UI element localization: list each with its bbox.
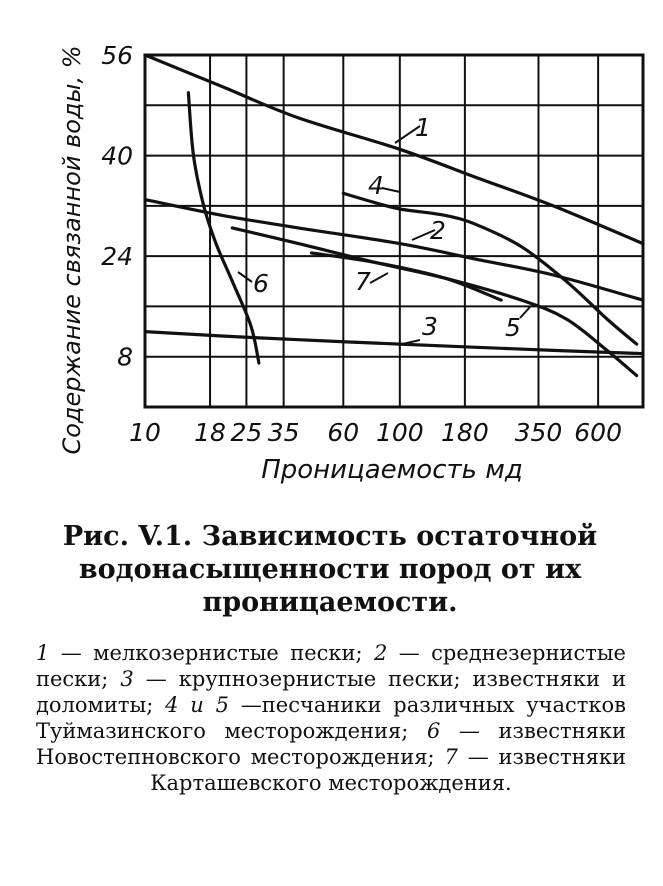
figure-legend <box>36 640 626 796</box>
series-annotation-7: 7 <box>355 267 371 296</box>
x-tick-label: 35 <box>267 418 300 447</box>
grid <box>145 55 643 407</box>
y-tick-label: 56 <box>101 41 133 70</box>
legend-item-text: — среднезернистые пески; <box>36 641 626 691</box>
series-annotation-3: 3 <box>422 312 438 341</box>
legend-item <box>36 641 374 665</box>
series-annotation-4: 4 <box>368 171 384 200</box>
series-4-line <box>343 193 636 344</box>
legend-item-number: 4 и 5 <box>165 693 229 717</box>
annotation-leader <box>238 272 252 282</box>
x-tick-label: 100 <box>375 418 424 447</box>
legend-item-text: — известняки Новостепновского месторождения; <box>36 719 626 769</box>
x-tick-label: 10 <box>129 418 161 447</box>
annotation-leader <box>382 188 400 192</box>
y-tick-label: 40 <box>101 141 133 171</box>
legend-item-text: —песчаники различных участков Туймазинского месторождения; <box>36 693 626 743</box>
annotation-leader <box>520 307 530 318</box>
series-lines <box>145 55 643 376</box>
x-tick-label: 180 <box>441 418 489 447</box>
tick-labels <box>101 41 622 447</box>
x-tick-label: 60 <box>327 418 360 447</box>
series-annotation-1: 1 <box>415 113 431 142</box>
series-annotation-2: 2 <box>430 216 446 245</box>
x-tick-label: 600 <box>574 418 622 447</box>
y-tick-label: 24 <box>101 242 133 272</box>
series-3-line <box>145 332 643 354</box>
plot-frame <box>145 55 643 407</box>
legend-item-text: — мелкозернистые пески; <box>49 641 375 665</box>
figure-caption: Рис. V.1. Зависимость остаточной водонасыщенности пород от их проницаемости. <box>62 521 598 618</box>
annotation-leader <box>370 273 388 283</box>
series-annotation-6: 6 <box>253 269 269 298</box>
legend-item-number: 2 <box>374 641 388 665</box>
y-axis-label: Содержание связанной воды, % <box>58 45 86 455</box>
series-annotation-5: 5 <box>505 313 521 342</box>
legend-item-number: 1 <box>36 641 50 665</box>
legend-item-text: — крупнозернистые пески; известняки и доломиты; <box>36 667 626 717</box>
legend-item-number: 6 <box>426 719 441 743</box>
x-axis-label: Проницаемость мд <box>261 455 523 485</box>
series-6-line <box>188 93 259 363</box>
legend-item-number: 7 <box>444 745 458 769</box>
x-tick-label: 18 <box>194 418 226 447</box>
x-tick-label: 350 <box>514 418 563 447</box>
legend-item-text: — известняки Карташевского месторождения. <box>150 745 626 795</box>
legend-item-number: 3 <box>120 667 134 691</box>
y-tick-label: 8 <box>117 342 133 372</box>
x-tick-label: 25 <box>230 418 263 447</box>
